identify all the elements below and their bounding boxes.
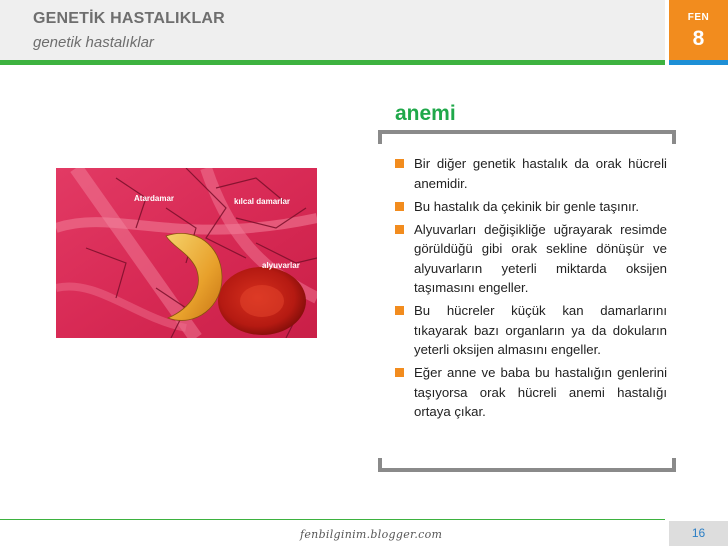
list-item <box>393 220 667 298</box>
page-number: 16 <box>669 521 728 546</box>
header-background <box>0 0 665 60</box>
slide-subtitle: genetik hastalıklar <box>33 34 154 51</box>
bullet-square-icon <box>395 306 404 315</box>
bullet-text: Alyuvarları değişikliğe uğrayarak resimde görüldüğü gibi orak sekline dönüşür ve alyuvarların yeterli miktarda oksijen taşımasını engeller. <box>414 221 667 295</box>
label-kilcal-damarlar: kılcal damarlar <box>234 197 291 206</box>
subject-badge <box>669 0 728 60</box>
footer-url[interactable]: fenbilginim.blogger.com <box>300 528 443 541</box>
blood-vessel-image <box>56 168 317 338</box>
bullet-square-icon <box>395 368 404 377</box>
header-blue-rule <box>669 60 728 65</box>
slide-header <box>0 0 728 60</box>
subject-label: FEN <box>687 12 710 23</box>
grade-number: 8 <box>692 27 705 50</box>
bullet-square-icon <box>395 202 404 211</box>
list-item <box>393 154 667 193</box>
bullet-text: Bu hastalık da çekinik bir genle taşınır. <box>414 198 640 214</box>
sickle-cell-illustration <box>56 168 317 338</box>
section-title: anemi <box>395 102 456 125</box>
list-item <box>393 301 667 360</box>
slide-title: GENETİK HASTALIKLAR <box>33 10 225 27</box>
bullet-text: Eğer anne ve baba bu hastalığın genlerini taşıyorsa orak hücreli anemi hastalığı ortaya çıkar. <box>414 365 667 419</box>
bullet-square-icon <box>395 159 404 168</box>
bracket-top <box>378 130 676 144</box>
bullet-text: Bir diğer genetik hastalık da orak hücreli anemidir. <box>414 156 667 191</box>
label-alyuvarlar: alyuvarlar <box>262 261 300 270</box>
label-atardamar: Atardamar <box>134 194 175 203</box>
bracket-bottom <box>378 458 676 472</box>
bullet-list <box>393 154 667 425</box>
footer-rule <box>0 519 665 520</box>
header-green-rule <box>0 60 665 65</box>
list-item <box>393 197 667 217</box>
bullet-square-icon <box>395 225 404 234</box>
bullet-text: Bu hücreler küçük kan damarlarını tıkayarak bazı organların ya da dokuların yeterli oksijen almasını engeller. <box>414 303 667 357</box>
list-item <box>393 363 667 422</box>
